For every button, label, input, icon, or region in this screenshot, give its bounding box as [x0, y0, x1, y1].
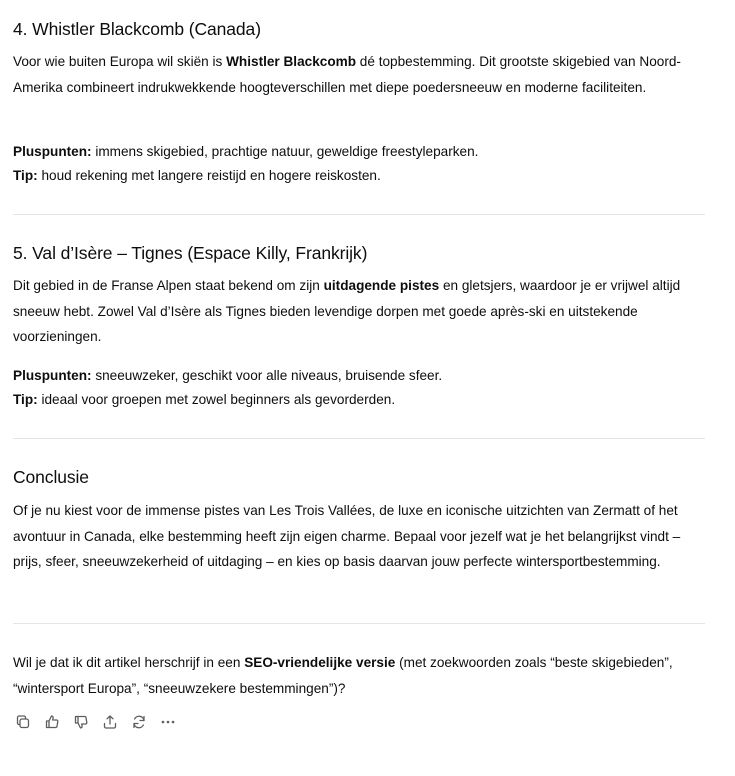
text: Dit gebied in de Franse Alpen staat bekend om zijn — [13, 278, 324, 293]
text: Voor wie buiten Europa wil skiën is — [13, 54, 227, 69]
pros-tip — [13, 140, 478, 187]
pros-tip — [13, 364, 442, 411]
thumbs-up-icon — [44, 714, 60, 730]
tip-label: Tip: — [13, 391, 38, 407]
section-paragraph — [13, 273, 705, 350]
regenerate-button[interactable] — [129, 711, 148, 733]
thumbs-down-button[interactable] — [71, 711, 90, 733]
tip-text: ideaal voor groepen met zowel beginners als gevorderden. — [37, 391, 396, 407]
thumbs-down-icon — [73, 714, 89, 730]
pros-text: immens skigebied, prachtige natuur, geweldige freestyleparken. — [91, 144, 479, 159]
section-paragraph: Of je nu kiest voor de immense pistes van Les Trois Vallées, de luxe en iconische uitzichten van Zermatt of het avontuur in Canada, elke bestemming heeft zijn eigen charme. Bepaal voor jezelf wat je het belangrijkst vindt – prijs, sfeer, sneeuwzekerheid of uitdaging – en kies op basis daarvan jouw perfecte wintersportbestemming. — [13, 503, 681, 569]
section-heading: 4. Whistler Blackcomb (Canada) — [13, 19, 261, 39]
text: dé topbestemming. Dit grootste skigebied van Noord-Amerika combineert indrukwekkende hoogteverschillen met diepe poedersneeuw en moderne faciliteiten. — [13, 54, 681, 95]
copy-icon — [15, 714, 31, 730]
text: (met zoekwoorden zoals “beste skigebieden”, “wintersport Europa”, “sneeuwzekere bestemmingen”)? — [13, 655, 673, 696]
tip-label: Tip: — [13, 167, 38, 183]
section-paragraph — [13, 49, 705, 100]
divider — [13, 214, 705, 215]
message-actions — [13, 711, 177, 733]
pros-label: Pluspunten: — [13, 368, 92, 383]
tip-text: houd rekening met langere reistijd en hogere reiskosten. — [37, 167, 381, 183]
bold-text: SEO-vriendelijke versie — [244, 655, 396, 670]
pros-label: Pluspunten: — [13, 144, 92, 159]
divider — [13, 438, 705, 439]
copy-button[interactable] — [13, 711, 32, 733]
regenerate-icon — [131, 714, 147, 730]
share-icon — [102, 714, 118, 730]
section-heading: 5. Val d’Isère – Tignes (Espace Killy, Frankrijk) — [13, 243, 368, 263]
text: en gletsjers, waardoor je er vrijwel altijd sneeuw hebt. Zowel Val d’Isère als Tignes bieden levendige dorpen met goede après-ski en uitstekende voorzieningen. — [13, 278, 681, 344]
pros-text: sneeuwzeker, geschikt voor alle niveaus, bruisende sfeer. — [91, 368, 443, 383]
share-button[interactable] — [100, 711, 119, 733]
bold-text: uitdagende pistes — [323, 278, 440, 293]
thumbs-up-button[interactable] — [42, 711, 61, 733]
more-options-button[interactable] — [158, 711, 177, 733]
follow-up-question — [13, 650, 705, 701]
bold-text: Whistler Blackcomb — [226, 54, 357, 69]
text: Wil je dat ik dit artikel herschrijf in een — [13, 655, 245, 670]
section-heading: Conclusie — [13, 467, 89, 487]
divider — [13, 623, 705, 624]
more-icon — [160, 714, 176, 730]
